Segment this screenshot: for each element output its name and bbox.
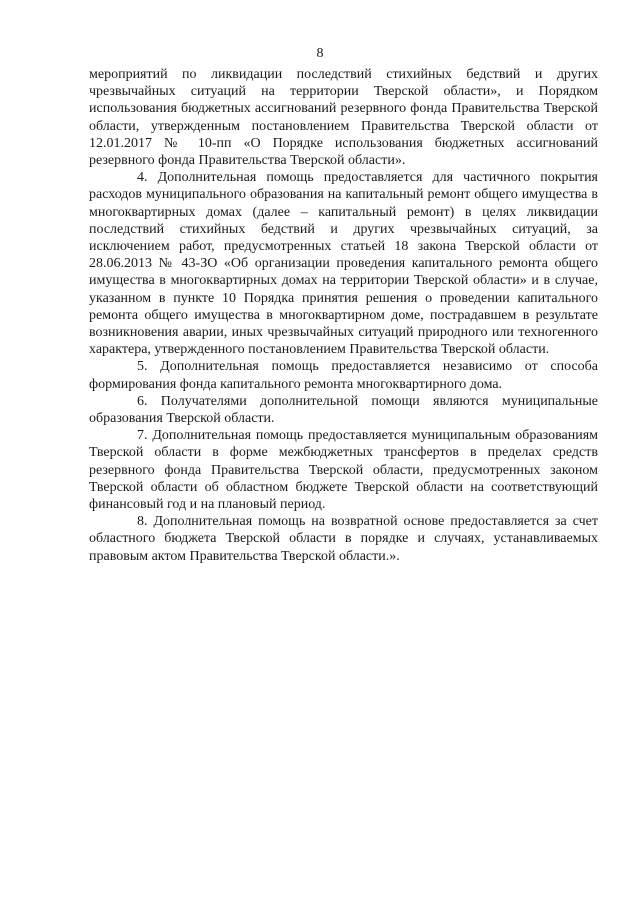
paragraph-item-5: 5. Дополнительная помощь предоставляется независимо от способа формирования фонда капитального ремонта многоквартирного дома. — [89, 359, 598, 392]
document-body — [89, 66, 598, 565]
page-number: 8 — [316, 46, 324, 61]
paragraph-item-8: 8. Дополнительная помощь на возвратной основе предоставляется за счет областного бюджета Тверской области в порядке и случаях, устанавливаемых правовым актом Правительства Тверской области.». — [89, 514, 598, 564]
paragraph-item-7: 7. Дополнительная помощь предоставляется муниципальным образованиям Тверской области в форме межбюджетных трансфертов в пределах средств резервного фонда Правительства Тверской области, предусмотренных законом Тверской области об областном бюджете Тверской области на соответствующий финансовый год и на плановый период. — [89, 428, 598, 513]
paragraph-continuation: мероприятий по ликвидации последствий стихийных бедствий и других чрезвычайных ситуаций на территории Тверской области», и Порядком использования бюджетных ассигнований резервного фонда Правительства Тверской области, утвержденным постановлением Правительства Тверской области от 12.01.2017 № 10-пп «О Порядке использования бюджетных ассигнований резервного фонда Правительства Тверской области». — [89, 67, 598, 169]
paragraph-item-4: 4. Дополнительная помощь предоставляется для частичного покрытия расходов муниципального образования на капитальный ремонт общего имущества в многоквартирных домах (далее – капитальный ремонт) в целях ликвидации последствий стихийных бедствий и других чрезвычайных ситуаций, за исключением работ, предусмотренных статьей 18 закона Тверской области от 28.06.2013 № 43-ЗО «Об организации проведения капитального ремонта общего имущества в многоквартирных домах на территории Тверской области» и в случае, указанном в пункте 10 Порядка принятия решения о проведении капитального ремонта общего имущества в многоквартирном доме, пострадавшем в результате возникновения аварии, иных чрезвычайных ситуаций природного или техногенного характера, утвержденного постановлением Правительства Тверской области. — [89, 170, 598, 358]
paragraph-item-6: 6. Получателями дополнительной помощи являются муниципальные образования Тверской области. — [89, 393, 598, 427]
